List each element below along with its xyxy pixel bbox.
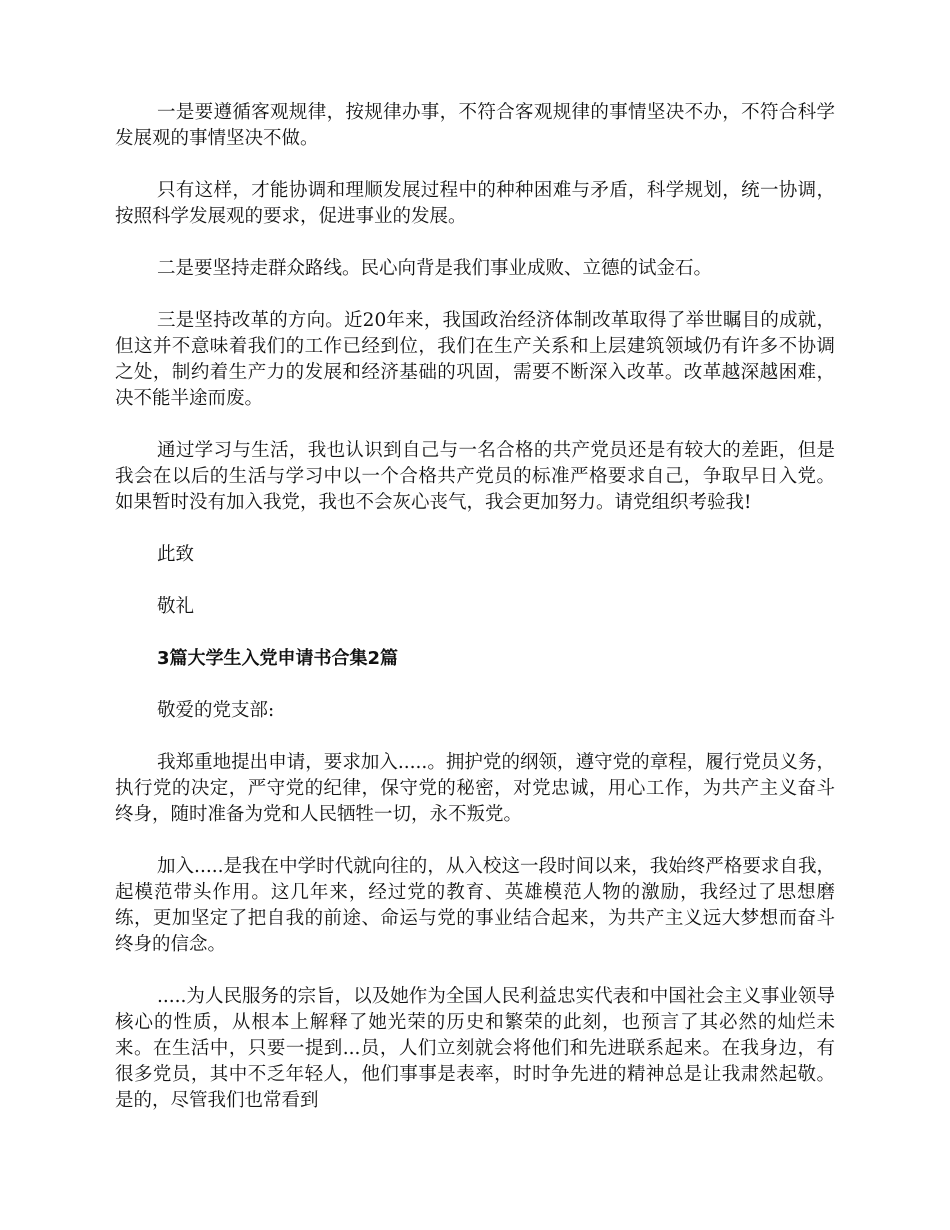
paragraph-follow-laws: 一是要遵循客观规律，按规律办事，不符合客观规律的事情坚决不办，不符合科学发展观的事情坚决不做。 xyxy=(115,102,835,149)
paragraph-aspiration: 加入.....是我在中学时代就向往的，从入校这一段时间以来，我始终严格要求自我，起模范带头作用。这几年来，经过党的教育、英雄模范人物的激励，我经过了思想磨练，更加坚定了把自我的前途、命运与党的事业结合起来，为共产主义远大梦想而奋斗终身的信念。 xyxy=(115,856,835,955)
letter-greeting: 敬爱的党支部: xyxy=(157,700,275,721)
paragraph-mass-line: 二是要坚持走群众路线。民心向背是我们事业成败、立德的试金石。 xyxy=(157,258,713,279)
paragraph-service: .....为人民服务的宗旨，以及她作为全国人民利益忠实代表和中国社会主义事业领导核心的性质，从根本上解释了她光荣的历史和繁荣的此刻，也预言了其必然的灿烂未来。在生活中，只要一提到...员，人们立刻就会将他们和先进联系起来。在我身边，有很多党员，其中不乏年轻人，他们事事是表率，时时争先进的精神总是让我肃然起敬。是的，尽管我们也常看到 xyxy=(115,986,835,1111)
document-page xyxy=(115,100,835,1140)
paragraph-only-this-way: 只有这样，才能协调和理顺发展过程中的种种困难与矛盾，科学规划，统一协调，按照科学发展观的要求，促进事业的发展。 xyxy=(115,180,835,227)
closing-respect: 敬礼 xyxy=(157,596,195,617)
section-heading: 3篇大学生入党申请书合集2篇 xyxy=(157,648,399,669)
closing-salutation: 此致 xyxy=(157,544,195,565)
paragraph-self-reflection: 通过学习与生活，我也认识到自己与一名合格的共产党员还是有较大的差距，但是我会在以后的生活与学习中以一个合格共产党员的标准严格要求自己，争取早日入党。如果暂时没有加入我党，我也不会灰心丧气，我会更加努力。请党组织考验我! xyxy=(115,440,835,513)
paragraph-reform: 三是坚持改革的方向。近20年来，我国政治经济体制改革取得了举世瞩目的成就，但这并不意味着我们的工作已经到位，我们在生产关系和上层建筑领域仍有许多不协调之处，制约着生产力的发展和经济基础的巩固，需要不断深入改革。改革越深越困难，决不能半途而废。 xyxy=(115,310,835,409)
paragraph-application: 我郑重地提出申请，要求加入.....。拥护党的纲领，遵守党的章程，履行党员义务，执行党的决定，严守党的纪律，保守党的秘密，对党忠诚，用心工作，为共产主义奋斗终身，随时准备为党和人民牺牲一切，永不叛党。 xyxy=(115,752,835,825)
